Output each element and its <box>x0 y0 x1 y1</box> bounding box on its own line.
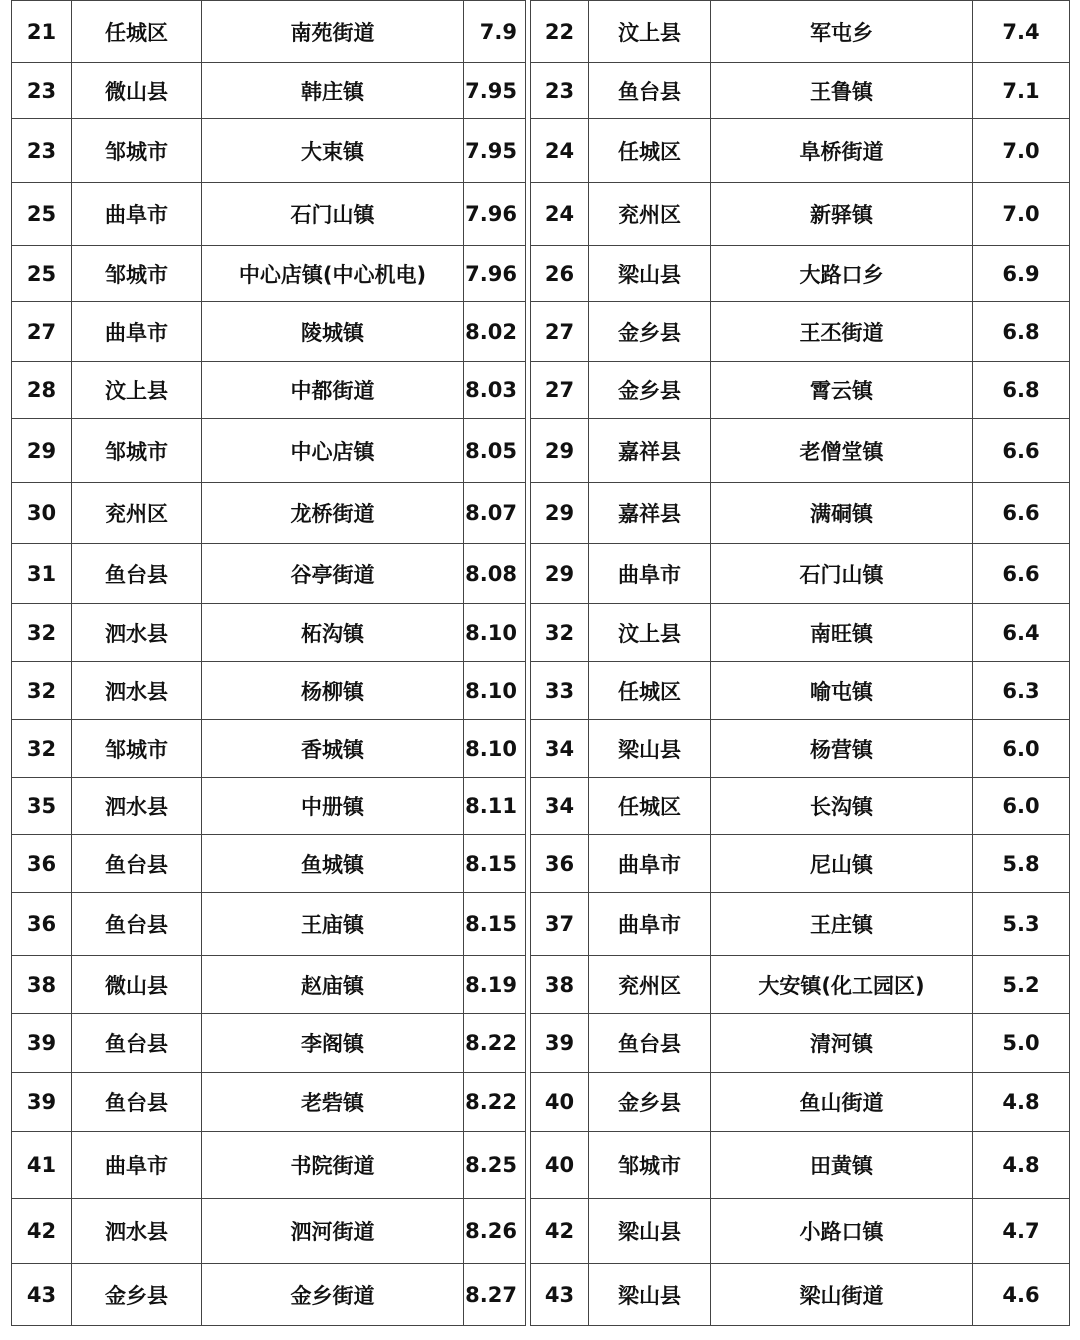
value-cell: 8.02 <box>464 302 526 362</box>
rank-cell: 42 <box>531 1199 589 1264</box>
value-cell: 4.6 <box>973 1264 1070 1326</box>
value-cell: 5.3 <box>973 893 1070 956</box>
value-cell: 4.8 <box>973 1132 1070 1199</box>
county-cell: 兖州区 <box>72 483 202 544</box>
ranking-table-left <box>11 0 526 1326</box>
town-cell: 中册镇 <box>202 778 464 835</box>
town-cell: 大路口乡 <box>711 246 973 302</box>
right-table-row <box>531 720 1070 778</box>
right-table-row <box>531 893 1070 956</box>
value-cell: 6.3 <box>973 662 1070 720</box>
right-table-row <box>531 419 1070 483</box>
rank-cell: 27 <box>531 362 589 419</box>
value-cell: 5.2 <box>973 956 1070 1014</box>
rank-cell: 25 <box>12 183 72 246</box>
town-cell: 长沟镇 <box>711 778 973 835</box>
left-table-row <box>12 604 526 662</box>
value-cell: 6.0 <box>973 778 1070 835</box>
town-cell: 梁山街道 <box>711 1264 973 1326</box>
county-cell: 汶上县 <box>72 362 202 419</box>
county-cell: 金乡县 <box>589 1073 711 1132</box>
county-cell: 微山县 <box>72 956 202 1014</box>
rank-cell: 28 <box>12 362 72 419</box>
right-table-row <box>531 246 1070 302</box>
value-cell: 7.95 <box>464 63 526 119</box>
town-cell: 老砦镇 <box>202 1073 464 1132</box>
county-cell: 邹城市 <box>72 720 202 778</box>
town-cell: 谷亭街道 <box>202 544 464 604</box>
right-table-row <box>531 662 1070 720</box>
left-table-row <box>12 119 526 183</box>
rank-cell: 30 <box>12 483 72 544</box>
value-cell: 7.96 <box>464 183 526 246</box>
rank-cell: 36 <box>12 835 72 893</box>
right-table-row <box>531 362 1070 419</box>
county-cell: 曲阜市 <box>589 835 711 893</box>
left-table-row <box>12 1073 526 1132</box>
rank-cell: 25 <box>12 246 72 302</box>
town-cell: 军屯乡 <box>711 1 973 63</box>
rank-cell: 43 <box>12 1264 72 1326</box>
left-table-row <box>12 362 526 419</box>
county-cell: 曲阜市 <box>589 544 711 604</box>
county-cell: 曲阜市 <box>72 302 202 362</box>
left-table-row <box>12 1132 526 1199</box>
rank-cell: 32 <box>12 662 72 720</box>
value-cell: 8.15 <box>464 893 526 956</box>
value-cell: 7.96 <box>464 246 526 302</box>
left-table-row <box>12 1199 526 1264</box>
value-cell: 8.03 <box>464 362 526 419</box>
value-cell: 8.07 <box>464 483 526 544</box>
value-cell: 4.7 <box>973 1199 1070 1264</box>
rank-cell: 39 <box>12 1014 72 1073</box>
town-cell: 杨营镇 <box>711 720 973 778</box>
right-table-row <box>531 1 1070 63</box>
left-table-row <box>12 662 526 720</box>
county-cell: 金乡县 <box>589 302 711 362</box>
town-cell: 南旺镇 <box>711 604 973 662</box>
rank-cell: 35 <box>12 778 72 835</box>
value-cell: 6.0 <box>973 720 1070 778</box>
value-cell: 7.9 <box>464 1 526 63</box>
rank-cell: 41 <box>12 1132 72 1199</box>
left-table-row <box>12 63 526 119</box>
right-table-row <box>531 1014 1070 1073</box>
right-table-row <box>531 778 1070 835</box>
right-table-row <box>531 956 1070 1014</box>
right-table-row <box>531 483 1070 544</box>
right-table-row <box>531 604 1070 662</box>
county-cell: 鱼台县 <box>72 544 202 604</box>
county-cell: 邹城市 <box>72 119 202 183</box>
town-cell: 龙桥街道 <box>202 483 464 544</box>
rank-cell: 33 <box>531 662 589 720</box>
rank-cell: 32 <box>12 604 72 662</box>
county-cell: 任城区 <box>589 662 711 720</box>
left-table-row <box>12 835 526 893</box>
town-cell: 王庄镇 <box>711 893 973 956</box>
left-table-row <box>12 778 526 835</box>
value-cell: 6.6 <box>973 419 1070 483</box>
rank-cell: 22 <box>531 1 589 63</box>
rank-cell: 39 <box>12 1073 72 1132</box>
left-table-row <box>12 483 526 544</box>
value-cell: 8.25 <box>464 1132 526 1199</box>
rank-cell: 37 <box>531 893 589 956</box>
value-cell: 8.19 <box>464 956 526 1014</box>
town-cell: 阜桥街道 <box>711 119 973 183</box>
town-cell: 鱼城镇 <box>202 835 464 893</box>
county-cell: 兖州区 <box>589 956 711 1014</box>
value-cell: 6.9 <box>973 246 1070 302</box>
county-cell: 汶上县 <box>589 604 711 662</box>
left-table-row <box>12 956 526 1014</box>
rank-cell: 38 <box>531 956 589 1014</box>
county-cell: 曲阜市 <box>589 893 711 956</box>
value-cell: 6.8 <box>973 362 1070 419</box>
town-cell: 霄云镇 <box>711 362 973 419</box>
value-cell: 8.10 <box>464 604 526 662</box>
rank-cell: 43 <box>531 1264 589 1326</box>
town-cell: 陵城镇 <box>202 302 464 362</box>
value-cell: 8.22 <box>464 1014 526 1073</box>
town-cell: 老僧堂镇 <box>711 419 973 483</box>
town-cell: 大安镇(化工园区) <box>711 956 973 1014</box>
value-cell: 5.8 <box>973 835 1070 893</box>
left-table-row <box>12 1264 526 1326</box>
left-table-row <box>12 1014 526 1073</box>
town-cell: 赵庙镇 <box>202 956 464 1014</box>
rank-cell: 24 <box>531 119 589 183</box>
rank-cell: 27 <box>531 302 589 362</box>
town-cell: 喻屯镇 <box>711 662 973 720</box>
rank-cell: 38 <box>12 956 72 1014</box>
rank-cell: 36 <box>12 893 72 956</box>
town-cell: 石门山镇 <box>202 183 464 246</box>
value-cell: 8.15 <box>464 835 526 893</box>
county-cell: 泗水县 <box>72 662 202 720</box>
town-cell: 新驿镇 <box>711 183 973 246</box>
county-cell: 梁山县 <box>589 246 711 302</box>
county-cell: 金乡县 <box>589 362 711 419</box>
rank-cell: 42 <box>12 1199 72 1264</box>
county-cell: 汶上县 <box>589 1 711 63</box>
rank-cell: 29 <box>531 419 589 483</box>
county-cell: 任城区 <box>589 119 711 183</box>
rank-cell: 26 <box>531 246 589 302</box>
value-cell: 8.08 <box>464 544 526 604</box>
county-cell: 金乡县 <box>72 1264 202 1326</box>
value-cell: 7.1 <box>973 63 1070 119</box>
left-table-row <box>12 720 526 778</box>
town-cell: 小路口镇 <box>711 1199 973 1264</box>
value-cell: 6.6 <box>973 544 1070 604</box>
left-table-row <box>12 544 526 604</box>
county-cell: 曲阜市 <box>72 183 202 246</box>
value-cell: 6.8 <box>973 302 1070 362</box>
county-cell: 泗水县 <box>72 604 202 662</box>
value-cell: 4.8 <box>973 1073 1070 1132</box>
town-cell: 香城镇 <box>202 720 464 778</box>
town-cell: 中心店镇 <box>202 419 464 483</box>
rank-cell: 29 <box>531 544 589 604</box>
county-cell: 梁山县 <box>589 720 711 778</box>
town-cell: 王庙镇 <box>202 893 464 956</box>
value-cell: 7.0 <box>973 119 1070 183</box>
county-cell: 鱼台县 <box>72 1014 202 1073</box>
rank-cell: 29 <box>531 483 589 544</box>
county-cell: 邹城市 <box>72 419 202 483</box>
town-cell: 柘沟镇 <box>202 604 464 662</box>
town-cell: 王鲁镇 <box>711 63 973 119</box>
left-table-row <box>12 302 526 362</box>
town-cell: 中都街道 <box>202 362 464 419</box>
rank-cell: 40 <box>531 1073 589 1132</box>
county-cell: 鱼台县 <box>72 835 202 893</box>
value-cell: 8.11 <box>464 778 526 835</box>
town-cell: 田黄镇 <box>711 1132 973 1199</box>
left-table-row <box>12 419 526 483</box>
rank-cell: 29 <box>12 419 72 483</box>
value-cell: 8.05 <box>464 419 526 483</box>
rank-cell: 34 <box>531 720 589 778</box>
town-cell: 杨柳镇 <box>202 662 464 720</box>
rank-cell: 36 <box>531 835 589 893</box>
rank-cell: 40 <box>531 1132 589 1199</box>
town-cell: 大束镇 <box>202 119 464 183</box>
town-cell: 石门山镇 <box>711 544 973 604</box>
county-cell: 鱼台县 <box>589 1014 711 1073</box>
value-cell: 8.10 <box>464 662 526 720</box>
town-cell: 书院街道 <box>202 1132 464 1199</box>
right-table-row <box>531 302 1070 362</box>
value-cell: 8.27 <box>464 1264 526 1326</box>
town-cell: 清河镇 <box>711 1014 973 1073</box>
town-cell: 泗河街道 <box>202 1199 464 1264</box>
right-table-row <box>531 63 1070 119</box>
rank-cell: 32 <box>531 604 589 662</box>
town-cell: 南苑街道 <box>202 1 464 63</box>
left-table-row <box>12 246 526 302</box>
town-cell: 满硐镇 <box>711 483 973 544</box>
county-cell: 泗水县 <box>72 1199 202 1264</box>
rank-cell: 39 <box>531 1014 589 1073</box>
right-table-row <box>531 183 1070 246</box>
town-cell: 韩庄镇 <box>202 63 464 119</box>
value-cell: 6.6 <box>973 483 1070 544</box>
value-cell: 7.95 <box>464 119 526 183</box>
right-table-row <box>531 1264 1070 1326</box>
value-cell: 7.0 <box>973 183 1070 246</box>
rank-cell: 32 <box>12 720 72 778</box>
left-table-row <box>12 183 526 246</box>
value-cell: 8.10 <box>464 720 526 778</box>
rank-cell: 23 <box>531 63 589 119</box>
left-table-row <box>12 893 526 956</box>
right-table-row <box>531 835 1070 893</box>
county-cell: 泗水县 <box>72 778 202 835</box>
county-cell: 邹城市 <box>589 1132 711 1199</box>
town-cell: 中心店镇(中心机电) <box>202 246 464 302</box>
county-cell: 任城区 <box>72 1 202 63</box>
right-table-row <box>531 119 1070 183</box>
county-cell: 鱼台县 <box>72 893 202 956</box>
right-table-row <box>531 1199 1070 1264</box>
right-table-row <box>531 1132 1070 1199</box>
rank-cell: 23 <box>12 119 72 183</box>
county-cell: 微山县 <box>72 63 202 119</box>
county-cell: 兖州区 <box>589 183 711 246</box>
county-cell: 邹城市 <box>72 246 202 302</box>
left-table-row <box>12 1 526 63</box>
rank-cell: 34 <box>531 778 589 835</box>
county-cell: 嘉祥县 <box>589 483 711 544</box>
county-cell: 鱼台县 <box>589 63 711 119</box>
ranking-table-right <box>530 0 1070 1326</box>
rank-cell: 21 <box>12 1 72 63</box>
town-cell: 王丕街道 <box>711 302 973 362</box>
value-cell: 7.4 <box>973 1 1070 63</box>
county-cell: 曲阜市 <box>72 1132 202 1199</box>
right-table-row <box>531 1073 1070 1132</box>
right-table-row <box>531 544 1070 604</box>
rank-cell: 24 <box>531 183 589 246</box>
county-cell: 任城区 <box>589 778 711 835</box>
rank-cell: 23 <box>12 63 72 119</box>
value-cell: 8.26 <box>464 1199 526 1264</box>
town-cell: 金乡街道 <box>202 1264 464 1326</box>
value-cell: 8.22 <box>464 1073 526 1132</box>
county-cell: 嘉祥县 <box>589 419 711 483</box>
value-cell: 5.0 <box>973 1014 1070 1073</box>
county-cell: 鱼台县 <box>72 1073 202 1132</box>
county-cell: 梁山县 <box>589 1199 711 1264</box>
value-cell: 6.4 <box>973 604 1070 662</box>
town-cell: 李阁镇 <box>202 1014 464 1073</box>
county-cell: 梁山县 <box>589 1264 711 1326</box>
rank-cell: 27 <box>12 302 72 362</box>
town-cell: 鱼山街道 <box>711 1073 973 1132</box>
rank-cell: 31 <box>12 544 72 604</box>
town-cell: 尼山镇 <box>711 835 973 893</box>
